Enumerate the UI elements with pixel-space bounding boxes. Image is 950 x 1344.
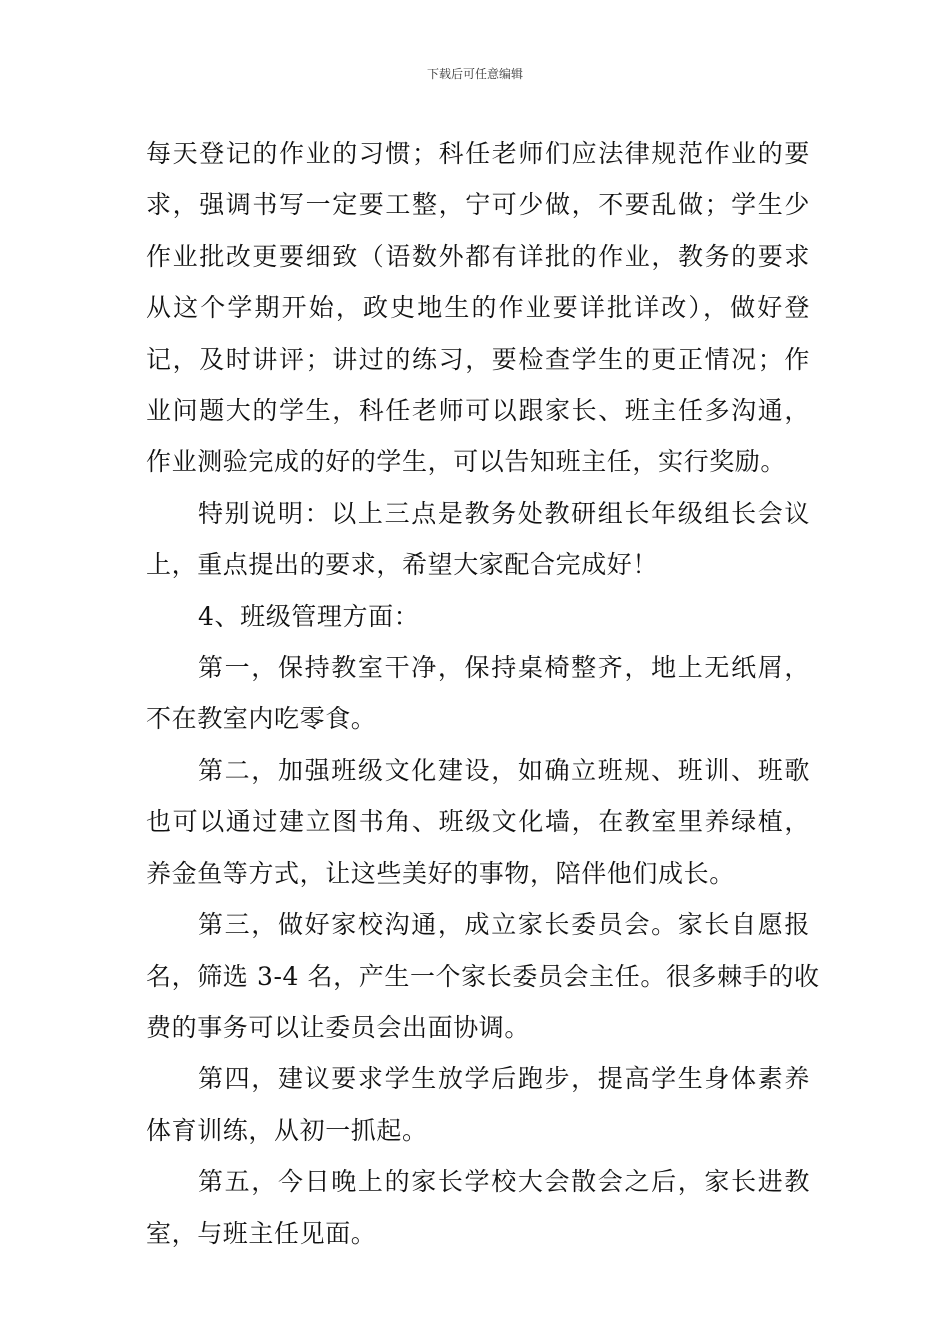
paragraph-homework [146, 128, 810, 488]
text-line: 第五，今日晚上的家长学校大会散会之后，家长进教 [198, 1167, 810, 1197]
section-heading-class-management [146, 591, 810, 642]
paragraph-point-two [146, 745, 810, 899]
text-line: 体育训练，从初一抓起。 [146, 1115, 428, 1145]
text-line: 第一，保持教室干净，保持桌椅整齐，地上无纸屑， [198, 653, 810, 683]
paragraph-special-note [146, 488, 810, 591]
paragraph-point-one [146, 642, 810, 745]
text-line: 每天登记的作业的习惯；科任老师们应法律规范作业的要 [146, 139, 810, 168]
text-line: 名，筛选 3-4 名，产生一个家长委员会主任。很多棘手的收 [146, 961, 820, 991]
text-line: 求，强调书写一定要工整，宁可少做，不要乱做；学生少 [146, 190, 810, 220]
text-line: 从这个学期开始，政史地生的作业要详批详改），做好登 [146, 293, 810, 323]
document-body [146, 128, 820, 1259]
text-line: 费的事务可以让委员会出面协调。 [146, 1012, 531, 1042]
paragraph-point-three [146, 899, 820, 1053]
text-line: 业问题大的学生，科任老师可以跟家长、班主任多沟通， [146, 396, 810, 426]
text-line: 第四，建议要求学生放学后跑步，提高学生身体素养 [198, 1064, 810, 1094]
text-line: 也可以通过建立图书角、班级文化墙，在教室里养绿植， [146, 807, 810, 837]
text-line: 特别说明：以上三点是教务处教研组长年级组长会议 [198, 498, 810, 528]
text-line: 作业测验完成的好的学生，可以告知班主任，实行奖励。 [146, 447, 787, 477]
text-line: 4、班级管理方面： [198, 601, 420, 631]
text-line: 第三，做好家校沟通，成立家长委员会。家长自愿报 [198, 910, 810, 940]
text-line: 作业批改更要细致（语数外都有详批的作业，教务的要求 [146, 241, 810, 271]
paragraph-point-four [146, 1053, 810, 1156]
text-line: 记，及时讲评；讲过的练习，要检查学生的更正情况；作 [146, 344, 810, 374]
text-line: 不在教室内吃零食。 [146, 704, 377, 734]
text-line: 室，与班主任见面。 [146, 1218, 377, 1248]
page-header: 下载后可任意编辑 [426, 67, 523, 81]
text-line: 养金鱼等方式，让这些美好的事物，陪伴他们成长。 [146, 858, 735, 888]
text-line: 第二，加强班级文化建设，如确立班规、班训、班歌 [198, 755, 810, 785]
text-line: 上，重点提出的要求，希望大家配合完成好！ [146, 550, 659, 580]
paragraph-point-five [146, 1156, 810, 1259]
